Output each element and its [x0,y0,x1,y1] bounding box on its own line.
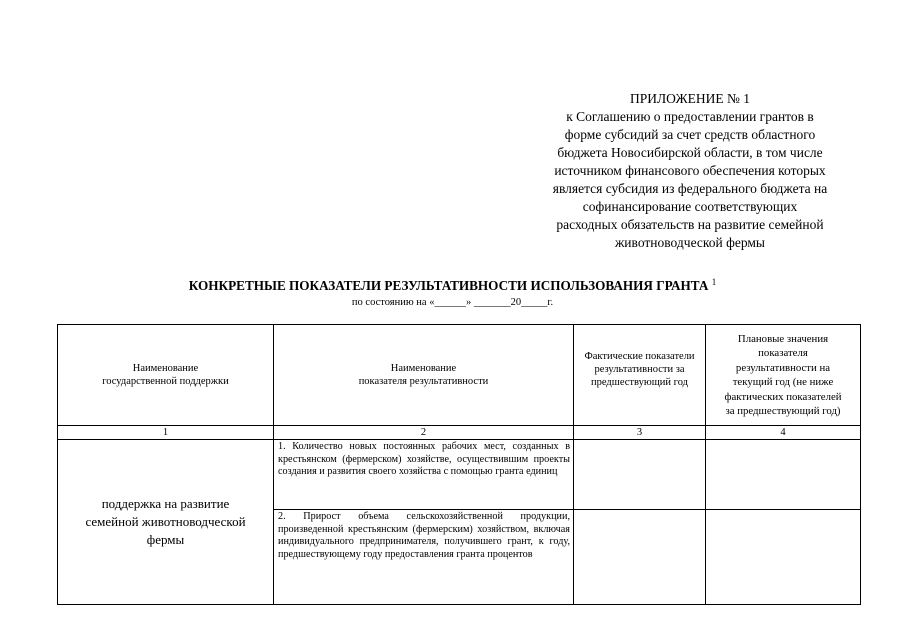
support-name-line: семейной животноводческой [85,514,246,529]
indicators-table [57,324,861,605]
support-name-line: поддержка на развитие [101,496,230,511]
table-row [58,440,861,510]
support-name-line: фермы [146,532,185,547]
header-line: Фактические показатели [584,351,695,362]
planned-value-cell[interactable] [706,510,861,605]
actual-value-cell[interactable] [574,440,706,510]
column-number: 4 [706,426,861,440]
appendix-block [520,90,860,252]
header-line: результативности за [594,364,685,375]
header-planned-values [706,325,861,426]
appendix-line: софинансирование соответствующих [582,199,798,214]
appendix-line: является субсидия из федерального бюджета на [552,181,828,196]
document-title [0,278,905,294]
header-line: за предшествующий год) [725,405,841,417]
title-text: КОНКРЕТНЫЕ ПОКАЗАТЕЛИ РЕЗУЛЬТАТИВНОСТИ ИСПОЛЬЗОВАНИЯ ГРАНТА [188,278,709,293]
header-line: текущий год (не ниже [732,376,834,388]
header-line: фактических показателей [724,390,842,403]
header-line: предшествующий год [591,377,688,388]
appendix-line: бюджета Новосибирской области, в том числе [557,145,823,160]
header-line: Наименование [132,363,199,374]
actual-value-cell[interactable] [574,510,706,605]
header-line: Наименование [390,363,457,374]
column-number-row [58,426,861,440]
column-number: 2 [274,426,574,440]
appendix-line: к Соглашению о предоставлении грантов в [566,109,814,124]
support-name-cell [58,440,274,605]
appendix-heading: ПРИЛОЖЕНИЕ № 1 [629,91,751,106]
title-footnote-mark: 1 [711,277,717,287]
header-row [58,325,861,426]
planned-value-cell[interactable] [706,440,861,510]
header-actual-values [574,325,706,426]
header-line: показателя результативности [358,376,489,387]
report-date-line: по состоянию на «______» _______20_____г. [351,297,554,308]
header-line: показателя [758,347,808,359]
indicator-cell: 1. Количество новых постоянных рабочих мест, созданных в крестьянском (фермерском) хозяйстве, осуществившим проекты создания и развития своего хозяйства с помощью гранта единиц [274,440,574,510]
header-line: результативности на [735,361,831,374]
appendix-line: форме субсидий за счет средств областного [564,127,816,142]
indicator-cell: 2. Прирост объема сельскохозяйственной продукции, произведенной крестьянским (фермерским) хозяйством, включая индивидуального предпринимателя, получившего грант, к году, предшествующему году предоставления гранта процентов [274,510,574,605]
header-indicator-name [274,325,574,426]
header-support-name [58,325,274,426]
appendix-line: расходных обязательств на развитие семейной [556,217,824,232]
column-number: 3 [574,426,706,440]
header-line: государственной поддержки [102,376,229,387]
column-number: 1 [58,426,274,440]
appendix-line: животноводческой фермы [614,235,766,250]
header-line: Плановые значения [737,332,829,345]
appendix-line: источником финансового обеспечения которых [554,163,826,178]
